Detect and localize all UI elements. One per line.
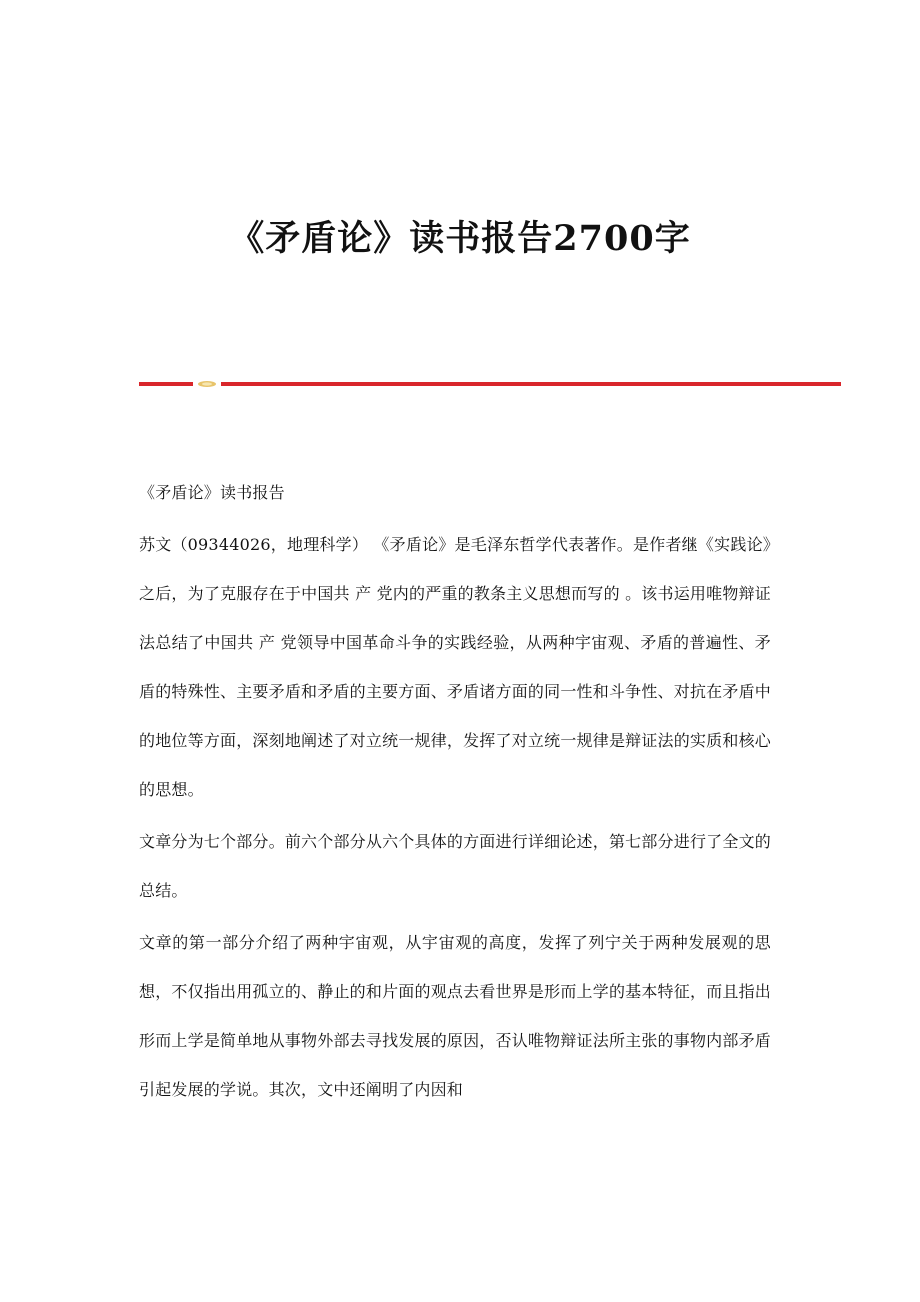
document-body xyxy=(139,468,771,1117)
body-paragraph: 文章分为七个部分。前六个部分从六个具体的方面进行详细论述，第七部分进行了全文的总结。 xyxy=(139,832,771,900)
document-title: 《矛盾论》读书报告2700字 xyxy=(229,218,691,259)
title-divider xyxy=(139,380,841,388)
report-subtitle: 《矛盾论》读书报告 xyxy=(139,483,285,502)
divider-ornament-icon xyxy=(197,380,217,388)
divider-line-left xyxy=(139,382,193,386)
body-paragraph: 苏文（09344026，地理科学） 《矛盾论》是毛泽东哲学代表著作。是作者继《实践论》之后，为了克服存在于中国共 产 党内的严重的教条主义思想而写的 。该书运用唯物辩证法总结了中国共 产 党领导中国革命斗争的实践经验，从两种宇宙观、矛盾的普遍性、矛盾的特殊性、主要矛盾和矛盾的主要方面、矛盾诸方面的同一性和斗争性、对抗在矛盾中的地位等方面，深刻地阐述了对立统一规律，发挥了对立统一规律是辩证法的实质和核心的思想。 xyxy=(139,535,771,799)
divider-line-right xyxy=(221,382,841,386)
body-paragraph: 文章的第一部分介绍了两种宇宙观，从宇宙观的高度，发挥了列宁关于两种发展观的思想，不仅指出用孤立的、静止的和片面的观点去看世界是形而上学的基本特征，而且指出形而上学是简单地从事物外部去寻找发展的原因，否认唯物辩证法所主张的事物内部矛盾引起发展的学说。其次，文中还阐明了内因和 xyxy=(139,933,771,1099)
